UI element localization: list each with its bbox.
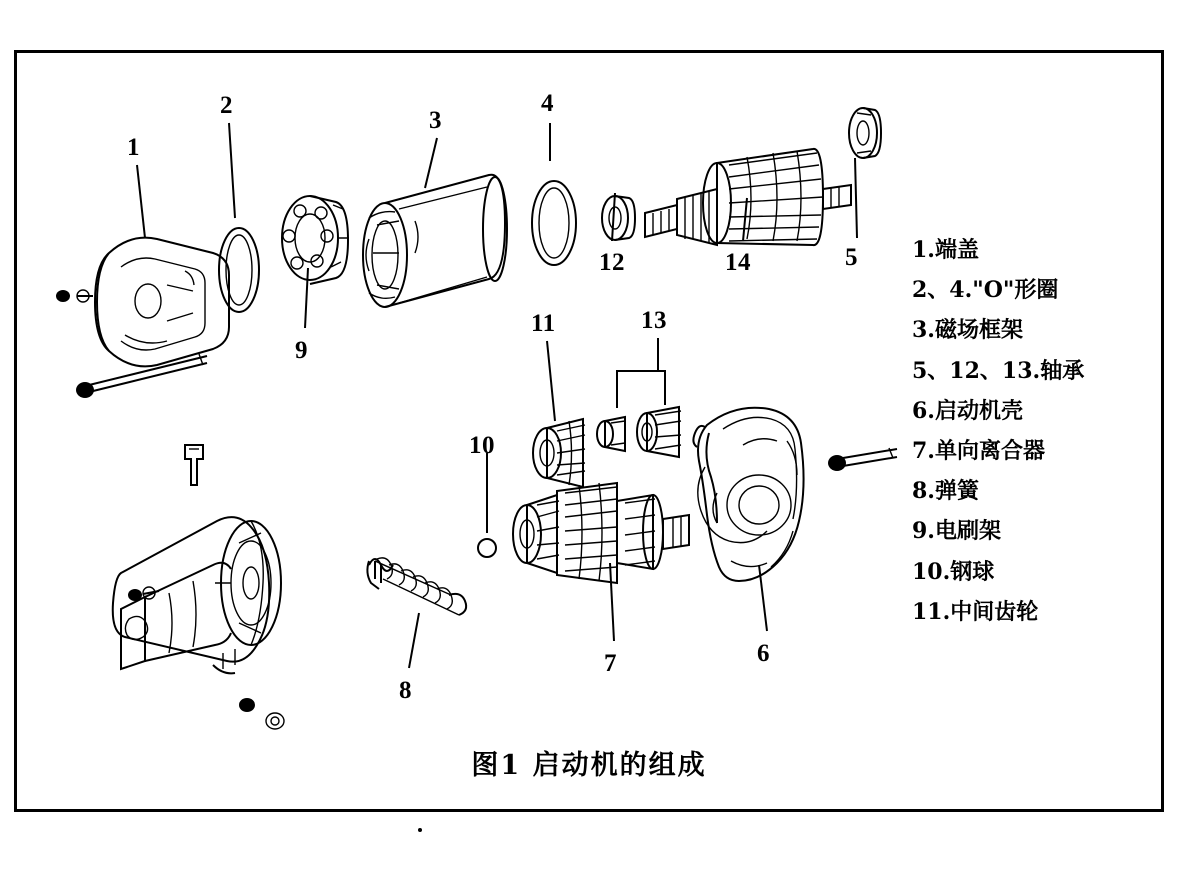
figure-caption: 图1 启动机的组成 <box>471 750 707 781</box>
part-idle-gear <box>533 419 585 487</box>
page-mark-dot <box>418 828 422 832</box>
callout-number-10: 10 <box>469 432 495 459</box>
part-housing-bolt <box>828 448 897 471</box>
part-brush-holder <box>282 196 349 284</box>
part-end-cover-bolts <box>56 290 207 398</box>
callout-number-14: 14 <box>725 249 751 276</box>
part-bearing-12 <box>602 196 635 240</box>
callout-number-3: 3 <box>429 107 442 134</box>
legend-list <box>912 238 1152 640</box>
part-o-ring-2 <box>219 228 259 312</box>
legend-item-4: 5、12、13.轴承 <box>912 357 1085 384</box>
callout-number-8: 8 <box>399 677 412 704</box>
legend-item-1: 1.端盖 <box>912 237 979 263</box>
part-solenoid-assembly <box>113 445 284 729</box>
callout-number-7: 7 <box>604 650 617 677</box>
legend-item-2: 2、4."O"形圈 <box>912 277 1059 304</box>
callout-leader-lines <box>137 123 857 668</box>
legend-item-3: 3.磁场框架 <box>912 317 1023 344</box>
part-bearings-13 <box>597 407 681 457</box>
part-armature <box>645 149 851 245</box>
part-field-frame <box>363 175 507 307</box>
part-steel-ball <box>478 539 496 557</box>
part-end-cover <box>95 238 229 367</box>
part-starter-housing <box>693 408 803 581</box>
callout-number-13: 13 <box>641 307 667 334</box>
callout-number-9: 9 <box>295 337 308 364</box>
legend-item-10: 11.中间齿轮 <box>912 598 1039 625</box>
legend-item-8: 9.电刷架 <box>912 518 1001 545</box>
part-spring <box>367 558 466 615</box>
part-overrunning-clutch <box>513 483 689 583</box>
callout-number-12: 12 <box>599 249 625 276</box>
legend-item-5: 6.启动机壳 <box>912 397 1023 424</box>
figure-frame <box>14 50 1164 812</box>
legend-item-9: 10.钢球 <box>912 558 995 585</box>
callout-number-2: 2 <box>220 92 233 119</box>
part-bearing-5 <box>849 108 881 158</box>
legend-item-7: 8.弹簧 <box>912 478 979 505</box>
part-o-ring-4 <box>532 181 576 265</box>
callout-number-6: 6 <box>757 640 770 667</box>
legend-item-6: 7.单向离合器 <box>912 437 1045 464</box>
callout-number-1: 1 <box>127 134 140 161</box>
callout-number-5: 5 <box>845 244 858 271</box>
callout-number-4: 4 <box>541 90 554 117</box>
callout-number-11: 11 <box>531 310 556 337</box>
